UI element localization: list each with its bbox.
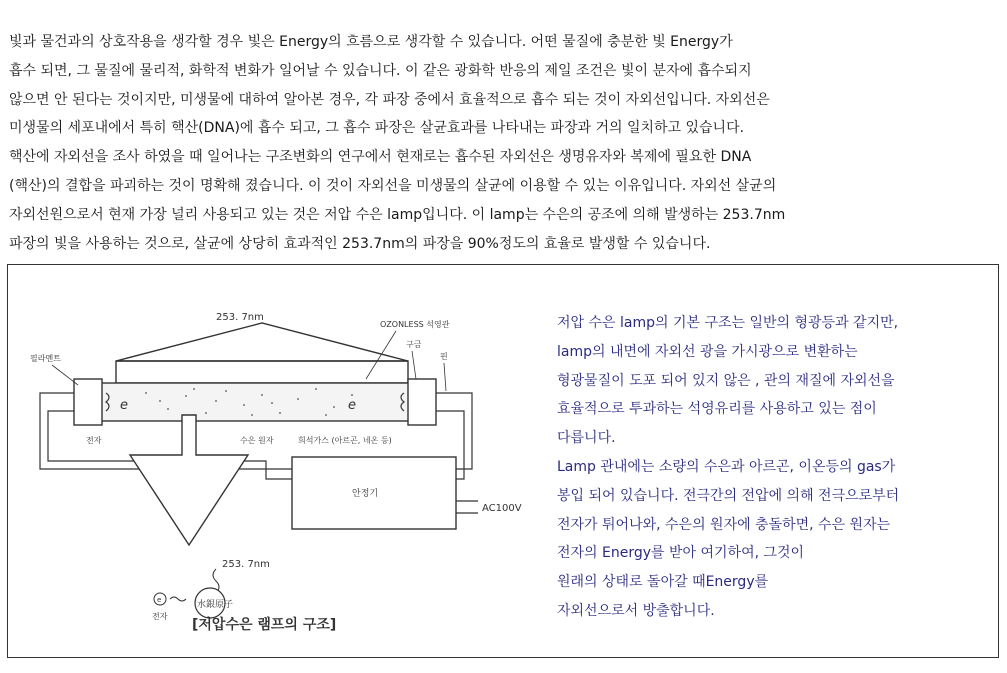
uv-emission-arrow-base <box>116 361 408 383</box>
electron-symbol: e <box>348 398 356 413</box>
ozoneless-leader <box>366 331 396 379</box>
wire-right-top <box>454 393 472 469</box>
intro-line: 자외선원으로서 현재 가장 널리 사용되고 있는 것은 저압 수은 lamp입니다. 이 lamp는 수은의 공조에 의해 발생하는 253.7nm <box>9 206 786 223</box>
lamp-description <box>557 309 987 626</box>
right-end-cap <box>408 379 436 425</box>
electron-symbol: e <box>120 398 128 413</box>
filament-leader <box>52 365 78 385</box>
rare-gas-label: 희석가스 (아르곤, 네온 등) <box>298 436 392 445</box>
mercury-atom-circle-label: 水銀原子 <box>197 600 234 610</box>
description-line: lamp의 내면에 자외선 광을 가시광으로 변환하는 <box>557 343 858 360</box>
lamp-structure-box <box>7 264 999 658</box>
lamp-structure-diagram <box>16 301 536 641</box>
description-line: 형광물질이 도포 되어 있지 않은 , 관의 재질에 자외선을 <box>557 372 895 389</box>
intro-line: 핵산에 자외선을 조사 하였을 때 일어나는 구조변화의 연구에서 현재로는 흡수된 자외선은 생명유자와 복제에 필요한 DNA <box>9 149 752 166</box>
intro-line: 파장의 빛을 사용하는 것으로, 살균에 상당히 효과적인 253.7nm의 파장을 90%정도의 효율로 발생할 수 있습니다. <box>9 235 711 252</box>
pin-leader <box>444 363 446 391</box>
electron-bottom-label: 전자 <box>152 612 168 621</box>
description-line: 원래의 상태로 돌아갈 때Energy를 <box>557 574 769 591</box>
intro-line: 흡수 되면, 그 물질에 물리적, 화학적 변화가 일어날 수 있습니다. 이 같은 광화학 반응의 제일 조건은 빛이 분자에 흡수되지 <box>9 62 752 79</box>
electron-label: 전자 <box>86 436 102 445</box>
filament-label: 필라멘트 <box>30 354 61 363</box>
intro-line: 빛과 물건과의 상호작용을 생각할 경우 빛은 Energy의 흐름으로 생각할 수 있습니다. 어떤 물질에 충분한 빛 Energy가 <box>9 34 733 50</box>
quartz-tube <box>96 383 414 421</box>
left-end-cap <box>74 379 102 425</box>
description-line: 효율적으로 투과하는 석영유리를 사용하고 있는 점이 <box>557 401 877 418</box>
copper-label: 구금 <box>406 340 422 349</box>
ac-label: AC100V <box>482 503 522 514</box>
collision-wave <box>170 597 186 601</box>
pin-label: 핀 <box>440 352 448 361</box>
intro-paragraph <box>9 28 999 258</box>
ballast-label: 안정기 <box>352 489 379 499</box>
mercury-atom-label: 수은 원자 <box>240 436 274 445</box>
description-line: 자외선으로서 방출합니다. <box>557 602 715 619</box>
wavelength-bottom-label: 253. 7nm <box>222 559 270 570</box>
diagram-caption: [저압수은 램프의 구조] <box>192 617 337 633</box>
description-line: 전자의 Energy를 받아 여기하여, 그것이 <box>557 545 805 562</box>
description-line: Lamp 관내에는 소량의 수은과 아르곤, 이온등의 gas가 <box>557 458 896 475</box>
copper-leader <box>412 351 416 379</box>
intro-line: (핵산)의 결합을 파괴하는 것이 명확해 졌습니다. 이 것이 자외선을 미생물의 살균에 이용할 수 있는 이유입니다. 자외선 살균의 <box>9 177 777 194</box>
description-line: 저압 수은 lamp의 기본 구조는 일반의 형광등과 같지만, <box>557 315 899 331</box>
ozoneless-label: OZONLESS 석영관 <box>380 320 450 329</box>
description-line: 다릅니다. <box>557 430 616 447</box>
uv-emission-arrow-down <box>130 415 248 545</box>
electron-circle-symbol: e <box>157 596 162 604</box>
wavelength-top-label: 253. 7nm <box>216 312 264 323</box>
intro-line: 않으면 안 된다는 것이지만, 미생물에 대하여 알아본 경우, 각 파장 중에서 효율적으로 흡수 되는 것이 자외선입니다. 자외선은 <box>9 91 770 108</box>
description-line: 전자가 튀어나와, 수은의 원자에 충돌하면, 수은 원자는 <box>557 516 891 533</box>
intro-line: 미생물의 세포내에서 특히 핵산(DNA)에 흡수 되고, 그 흡수 파장은 살균효과를 나타내는 파장과 거의 일치하고 있습니다. <box>9 120 745 137</box>
uv-emission-arrow-up <box>116 323 408 361</box>
description-line: 봉입 되어 있습니다. 전극간의 전압에 의해 전극으로부터 <box>557 487 900 504</box>
